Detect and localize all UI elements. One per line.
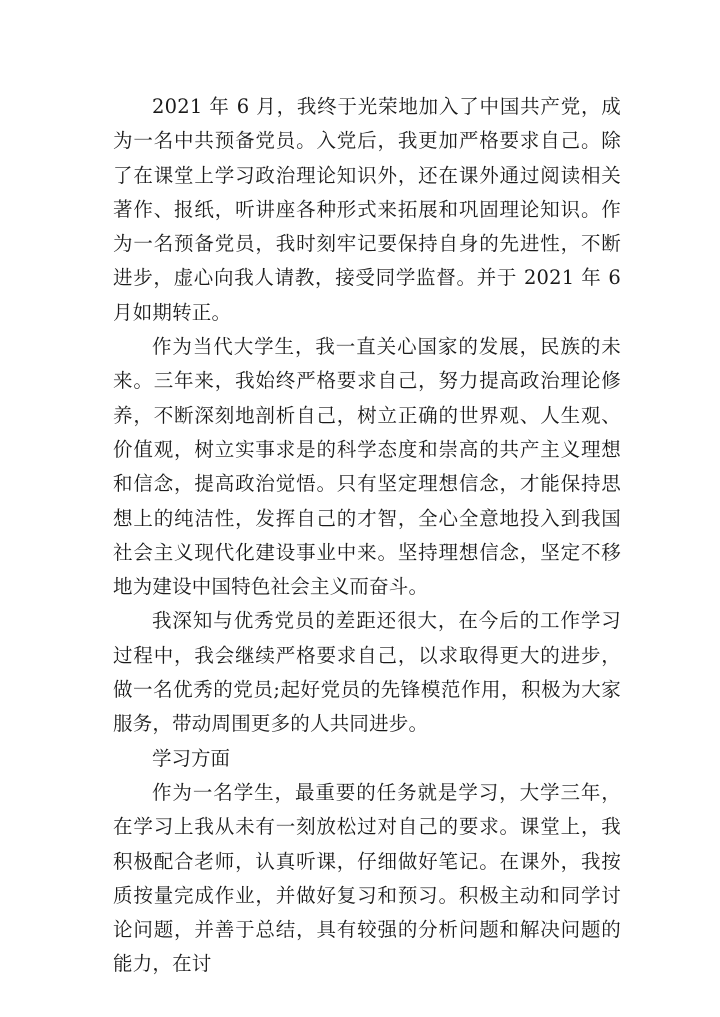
document-page [113, 90, 621, 982]
paragraph-party-membership: 2021 年 6 月，我终于光荣地加入了中国共产党，成为一名中共预备党员。入党后，我更加严格要求自己。除了在课堂上学习政治理论知识外，还在课外通过阅读相关著作、报纸，听讲座各种形式来拓展和巩固理论知识。作为一名预备党员，我时刻牢记要保持自身的先进性，不断进步，虚心向我人请教，接受同学监督。并于 2021 年 6 月如期转正。 [113, 95, 621, 324]
paragraph-self-improvement: 我深知与优秀党员的差距还很大，在今后的工作学习过程中，我会继续严格要求自己，以求取得更大的进步，做一名优秀的党员;起好党员的先锋模范作用，积极为大家服务，带动周围更多的人共同进步。 [113, 609, 621, 736]
paragraph-study: 作为一名学生，最重要的任务就是学习，大学三年，在学习上我从未有一刻放松过对自己的要求。课堂上，我积极配合老师，认真听课，仔细做好笔记。在课外，我按质按量完成作业，并做好复习和预习。积极主动和同学讨论问题，并善于总结，具有较强的分析问题和解决问题的能力，在讨 [113, 780, 621, 976]
section-heading-study: 学习方面 [152, 746, 231, 770]
paragraph-ideals-beliefs: 作为当代大学生，我一直关心国家的发展，民族的未来。三年来，我始终严格要求自己，努力提高政治理论修养，不断深刻地剖析自己，树立正确的世界观、人生观、价值观，树立实事求是的科学态度和崇高的共产主义理想和信念，提高政治觉悟。只有坚定理想信念，才能保持思想上的纯洁性，发挥自己的才智，全心全意地投入到我国社会主义现代化建设事业中来。坚持理想信念，坚定不移地为建设中国特色社会主义而奋斗。 [113, 335, 621, 599]
